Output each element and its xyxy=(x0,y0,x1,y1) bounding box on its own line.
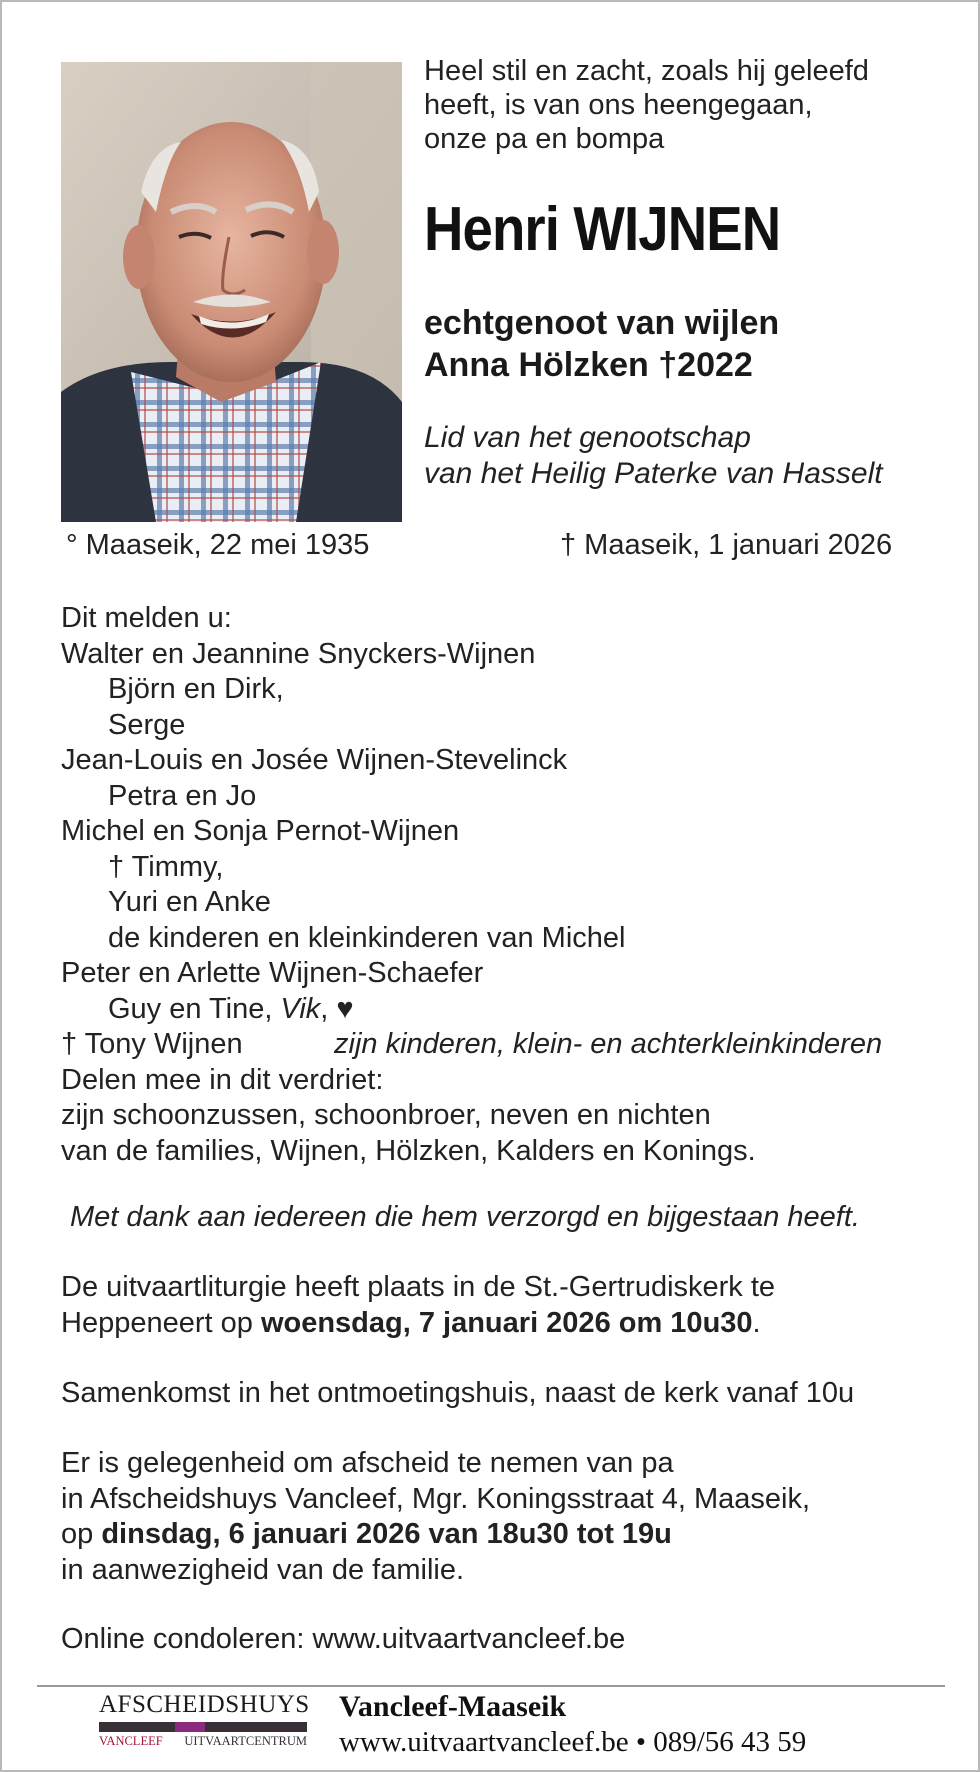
farewell-line-3-prefix: op xyxy=(61,1518,102,1550)
farewell-line-1: Er is gelegenheid om afscheid te nemen van pa xyxy=(61,1447,674,1479)
footer-contact xyxy=(339,1690,806,1760)
farewell-line-3 xyxy=(61,1517,810,1553)
family-line: Delen mee in dit verdriet: xyxy=(61,1063,384,1096)
logo-right-text: UITVAARTCENTRUM xyxy=(184,1734,307,1748)
family-line: Peter en Arlette Wijnen-Schaefer xyxy=(61,957,484,989)
logo-color-bar xyxy=(99,1722,307,1732)
grandchildren-note: zijn kinderen, klein- en achterkleinkinderen xyxy=(334,1028,883,1060)
family-line: van de families, Wijnen, Hölzken, Kalders en Konings. xyxy=(61,1134,756,1167)
family-line: zijn schoonzussen, schoonbroer, neven en nichten xyxy=(61,1099,711,1131)
membership-line-2: van het Heilig Paterke van Hasselt xyxy=(424,457,883,490)
funeral-datetime: woensdag, 7 januari 2026 om 10u30 xyxy=(260,1306,753,1339)
logo-left-text: VANCLEEF xyxy=(99,1734,163,1748)
farewell-line-4: in aanwezigheid van de familie. xyxy=(61,1553,465,1586)
footer-divider xyxy=(37,1685,945,1687)
birth-date: ° Maaseik, 22 mei 1935 xyxy=(66,529,370,561)
funeral-line-2-prefix: Heppeneert op xyxy=(61,1306,261,1339)
family-line: Jean-Louis en Josée Wijnen-Stevelinck xyxy=(61,744,568,776)
funeral-line-1: De uitvaartliturgie heeft plaats in de St.-Gertrudiskerk te xyxy=(61,1271,776,1303)
family-line: Petra en Jo xyxy=(108,779,257,812)
family-line xyxy=(61,1027,941,1063)
farewell-line-2: in Afscheidshuys Vancleef, Mgr. Koningsstraat 4, Maaseik, xyxy=(61,1482,811,1515)
thanks-text: Met dank aan iedereen die hem verzorgd en bijgestaan heeft. xyxy=(70,1201,860,1233)
family-line: Michel en Sonja Pernot-Wijnen xyxy=(61,815,460,847)
funeral-line-2-suffix: . xyxy=(752,1306,761,1339)
intro-line-3: onze pa en bompa xyxy=(424,123,665,155)
logo-bar-dark xyxy=(99,1722,175,1732)
spouse-line-1: echtgenoot van wijlen xyxy=(424,304,780,342)
family-line: Yuri en Anke xyxy=(108,886,271,918)
logo-bar-accent xyxy=(175,1722,205,1732)
company-name: Vancleef-Maaseik xyxy=(339,1690,567,1723)
intro-text xyxy=(424,54,869,156)
intro-line-2: heeft, is van ons heengegaan, xyxy=(424,89,813,121)
logo-title: AFSCHEIDSHUYS xyxy=(99,1691,310,1718)
funeral-line-2 xyxy=(61,1306,775,1342)
family-line-italic: Vik xyxy=(280,992,321,1025)
logo-bar-dark xyxy=(205,1722,307,1732)
family-line: de kinderen en kleinkinderen van Michel xyxy=(108,921,626,954)
family-line xyxy=(61,992,941,1028)
funeral-info xyxy=(61,1270,775,1341)
funeral-home-logo xyxy=(99,1691,310,1754)
family-heading: Dit melden u: xyxy=(61,602,232,634)
gathering-info: Samenkomst in het ontmoetingshuis, naast de kerk vanaf 10u xyxy=(61,1377,855,1409)
deceased-name: Henri WIJNEN xyxy=(424,195,781,264)
contact-line[interactable]: www.uitvaartvancleef.be • 089/56 43 59 xyxy=(339,1726,807,1758)
intro-line-1: Heel stil en zacht, zoals hij geleefd xyxy=(424,55,869,87)
farewell-datetime: dinsdag, 6 januari 2026 van 18u30 tot 19u xyxy=(101,1518,672,1550)
family-line: Björn en Dirk, xyxy=(108,673,284,705)
family-line-heart: , ♥ xyxy=(320,992,354,1025)
family-line: Walter en Jeannine Snyckers-Wijnen xyxy=(61,637,536,670)
family-line: † Timmy, xyxy=(108,850,224,883)
death-date: † Maaseik, 1 januari 2026 xyxy=(560,529,893,561)
portrait-photo xyxy=(61,62,402,522)
membership-line-1: Lid van het genootschap xyxy=(424,421,751,454)
spouse-line-2: Anna Hölzken †2022 xyxy=(424,346,753,384)
family-line-part: † Tony Wijnen xyxy=(61,1028,243,1060)
family-line-part: Guy en Tine, xyxy=(108,992,281,1025)
farewell-info xyxy=(61,1446,810,1588)
membership-info xyxy=(424,420,883,492)
family-line: Serge xyxy=(108,708,186,741)
online-condolences[interactable]: Online condoleren: www.uitvaartvancleef.be xyxy=(61,1623,626,1655)
spouse-info xyxy=(424,302,779,386)
family-list xyxy=(61,601,941,1169)
logo-subtitle xyxy=(99,1734,307,1749)
